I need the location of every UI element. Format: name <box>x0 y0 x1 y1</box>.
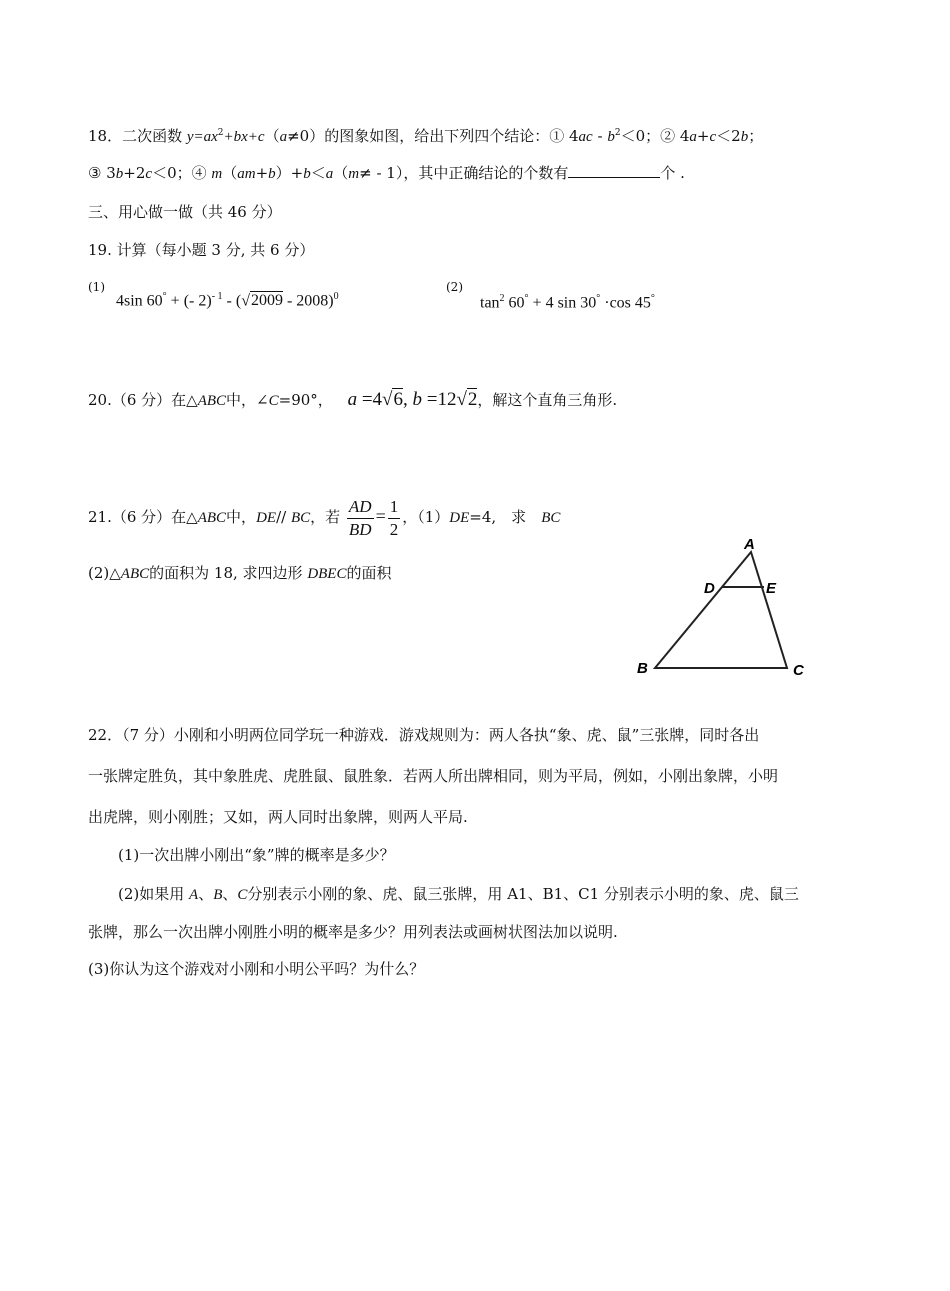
text: 的面积 <box>346 564 392 582</box>
question-22-sub-2 <box>118 884 799 905</box>
exponent: 2 <box>499 293 505 304</box>
triangle-abc <box>655 552 787 668</box>
text: 、 <box>198 885 214 903</box>
question-20 <box>88 390 617 411</box>
exponent: 2 <box>217 128 224 138</box>
math-text: - 2008) <box>282 292 334 310</box>
math-var: ABC <box>197 510 227 526</box>
math-var: ABC <box>120 566 150 582</box>
math-var: a <box>689 129 697 145</box>
exponent: - 1 <box>211 291 223 302</box>
question-21-line-2 <box>88 563 392 584</box>
text: (2)如果用 <box>118 885 190 903</box>
text: ＜ <box>310 164 326 182</box>
math-var: DE <box>256 510 277 526</box>
math-var: a <box>325 166 334 182</box>
vertex-label-c: C <box>793 662 804 679</box>
math-var: B <box>213 887 223 903</box>
exponent: ° <box>650 293 655 304</box>
math-var: c <box>145 166 153 182</box>
text: // <box>276 508 291 526</box>
radical-sign: √ <box>382 389 393 410</box>
math-var: DE <box>449 510 470 526</box>
text: ＜0；② 4 <box>620 127 690 145</box>
vertex-label-b: B <box>637 660 648 677</box>
text: （ <box>222 164 238 182</box>
math-var: b <box>412 389 422 410</box>
vertex-label-a: A <box>744 536 755 553</box>
math-var: C <box>268 393 279 409</box>
math-var: +bx+c <box>223 129 265 145</box>
radicand: 6 <box>393 389 403 410</box>
math-text: ·cos 45 <box>600 294 651 312</box>
numerator: AD <box>347 496 374 519</box>
q19-part-1-label: (1) <box>88 280 105 294</box>
math-text: + (- 2) <box>166 292 212 310</box>
q19-part-2-label: (2) <box>446 280 463 294</box>
math-var: m <box>348 166 360 182</box>
text: ＜2 <box>716 127 741 145</box>
math-var: ac <box>578 129 593 145</box>
math-var: A <box>189 887 199 903</box>
text: - <box>592 127 608 145</box>
question-19-title: 19. 计算（每小题 3 分, 共 6 分） <box>88 241 315 259</box>
math-text: - ( <box>222 292 242 310</box>
text: ≠ - 1），其中正确结论的个数有 <box>359 164 569 182</box>
text: + <box>696 127 710 145</box>
denominator: BD <box>348 519 372 539</box>
math-var: C <box>237 887 248 903</box>
text: 个 . <box>660 164 685 182</box>
math-var: b <box>607 129 615 145</box>
math-var: b <box>303 166 311 182</box>
denominator: 2 <box>389 519 399 539</box>
answer-blank <box>568 163 660 178</box>
exponent: ° <box>596 293 601 304</box>
question-22-line-2: 一张牌定胜负，其中象胜虎、虎胜鼠、鼠胜象．若两人所出牌相同，则为平局，例如，小刚出象牌，小明 <box>88 767 779 785</box>
text: 分别表示小刚的象、虎、鼠三张牌，用 A1、B1、C1 分别表示小明的象、虎、鼠三 <box>247 885 799 903</box>
math-var: a <box>347 389 358 410</box>
numerator: 1 <box>388 496 401 519</box>
radical-sign: √ <box>456 389 467 410</box>
text: 21.（6 分）在△ <box>88 508 198 526</box>
math-text: , <box>402 389 413 410</box>
math-text: 4sin 60 <box>116 292 163 310</box>
section-heading: 三、用心做一做（共 46 分） <box>88 203 282 221</box>
text: =90°， <box>278 391 333 409</box>
text: ③ 3 <box>88 164 116 182</box>
math-var: DBEC <box>307 566 347 582</box>
text: ，若 <box>310 508 341 526</box>
math-text: tan <box>480 294 500 312</box>
text: 18．二次函数 <box>88 127 187 145</box>
text: ，解这个直角三角形. <box>477 391 618 409</box>
text: ； <box>748 127 764 145</box>
radical-sign: √ <box>241 292 250 310</box>
math-text: =4 <box>357 389 383 410</box>
math-var: b <box>740 129 749 145</box>
question-22-line-1: 22．（7 分）小刚和小明两位同学玩一种游戏．游戏规则为：两人各执“象、虎、鼠”三张牌，同时各出 <box>88 726 760 744</box>
math-var: a <box>279 129 288 145</box>
math-var: m <box>211 166 223 182</box>
question-22-sub-3: (3)你认为这个游戏对小刚和小明公平吗？为什么？ <box>88 960 425 978</box>
fraction-one-half <box>388 496 401 541</box>
exponent: 2 <box>614 128 621 138</box>
question-21-line-1 <box>88 492 560 542</box>
exponent: ° <box>524 293 529 304</box>
text: ≠0）的图象如图，给出下列四个结论：① 4 <box>287 127 579 145</box>
equals-sign: = <box>375 506 386 526</box>
question-22-line-3: 出虎牌，则小刚胜；又如，两人同时出象牌，则两人平局. <box>88 808 468 826</box>
vertex-label-e: E <box>766 580 777 597</box>
math-var: b <box>268 166 276 182</box>
math-text: 60 <box>504 294 525 312</box>
text: =4, 求 <box>469 508 542 526</box>
question-18-line-2 <box>88 163 685 184</box>
text: + <box>255 164 269 182</box>
text: +2 <box>123 164 146 182</box>
math-var: ABC <box>197 393 227 409</box>
text: 的面积为 18, 求四边形 <box>149 564 308 582</box>
math-var: BC <box>541 510 561 526</box>
question-22-sub-1: (1)一次出牌小刚出“象”牌的概率是多少？ <box>118 846 395 864</box>
exponent: 0 <box>333 291 339 302</box>
question-18-line-1 <box>88 123 763 147</box>
radicand: 2009 <box>250 292 283 310</box>
text: (2)△ <box>88 564 121 582</box>
vertex-label-d: D <box>704 580 715 597</box>
triangle-figure <box>625 535 815 685</box>
text: （ <box>264 127 280 145</box>
math-text: + 4 sin 30 <box>528 294 597 312</box>
math-var: c <box>709 129 717 145</box>
radicand: 2 <box>467 389 478 410</box>
math-var: am <box>237 166 256 182</box>
exponent: ° <box>162 291 167 302</box>
question-22-sub-2-continued: 张牌，那么一次出牌小刚胜小明的概率是多少？用列表法或画树状图法加以说明. <box>88 923 618 941</box>
math-var: y=ax <box>186 129 218 145</box>
math-var: BC <box>290 510 311 526</box>
q20-expression <box>348 389 478 410</box>
math-var: b <box>115 166 124 182</box>
math-text: =12 <box>421 389 457 410</box>
q19-part-2-expression <box>480 289 655 313</box>
text: 中，∠ <box>226 391 269 409</box>
text: 、 <box>222 885 238 903</box>
text: 20.（6 分）在△ <box>88 391 198 409</box>
text: ＜0；④ <box>152 164 212 182</box>
text: ，（1） <box>402 508 450 526</box>
q19-part-1-expression <box>116 287 339 311</box>
text: 中， <box>226 508 257 526</box>
text: ）+ <box>275 164 304 182</box>
text: （ <box>333 164 349 182</box>
fraction-ad-bd <box>347 496 374 541</box>
